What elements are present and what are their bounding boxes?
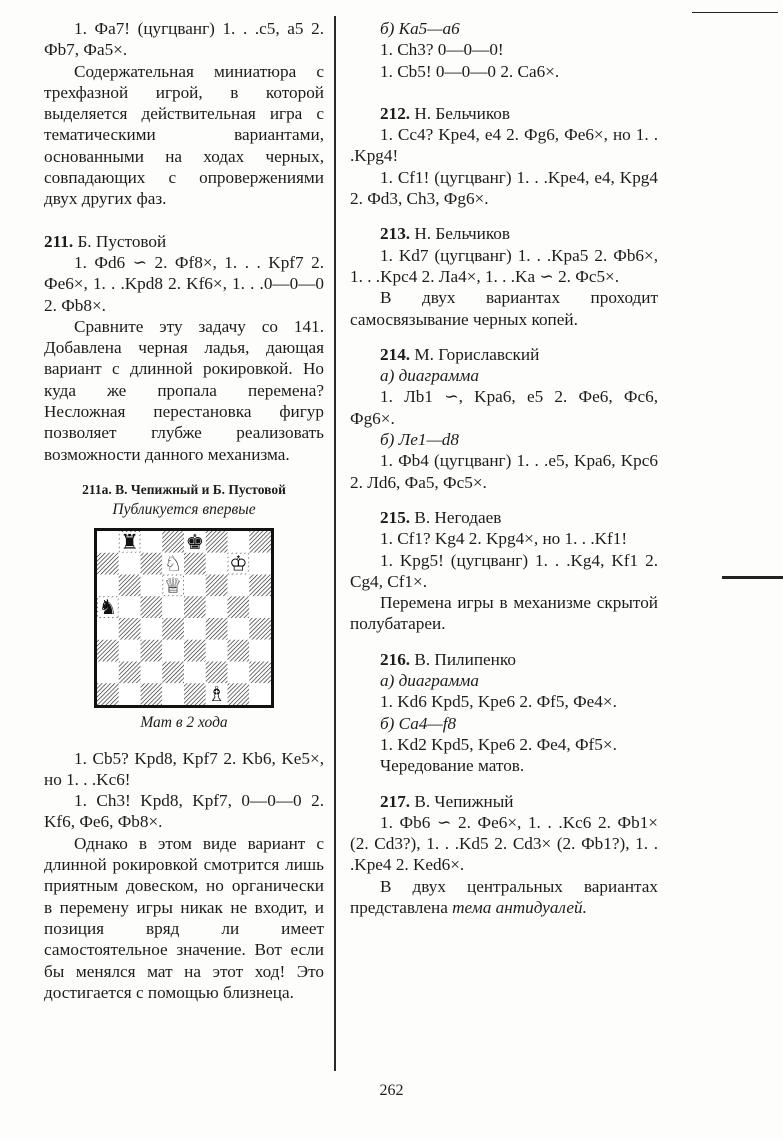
twin-heading: б) Ка5—а6 xyxy=(380,19,460,38)
column-divider xyxy=(334,16,336,1071)
problem-heading: 211. Б. Пустовой xyxy=(44,231,167,251)
right-column xyxy=(350,18,658,918)
light-square xyxy=(228,531,250,553)
dark-square xyxy=(162,618,184,640)
twin-heading: б) Ле1—d8 xyxy=(380,430,459,450)
light-square xyxy=(97,662,119,684)
light-square xyxy=(249,553,271,575)
light-square xyxy=(141,575,163,597)
light-square xyxy=(184,618,206,640)
paragraph: 1. Фb6 ∽ 2. Фе6×, 1. . .Kc6 2. Фb1× (2. Cd3?), 1. . .Kd5 2. Cd3× (2. Фb1?), 1. . .Kpe4 2. Ked6×. xyxy=(350,812,658,875)
chess-board xyxy=(97,531,271,705)
chess-piece-a5: ♞ xyxy=(98,595,118,620)
dark-square xyxy=(141,640,163,662)
dark-square xyxy=(206,575,228,597)
dark-square xyxy=(249,531,271,553)
dark-square xyxy=(249,575,271,597)
light-square xyxy=(249,640,271,662)
paragraph: 1. Cb5! 0—0—0 2. Са6×. xyxy=(380,61,560,81)
light-square xyxy=(184,575,206,597)
paragraph: Перемена игры в механизме скрытой полубатареи. xyxy=(350,593,658,634)
dark-square xyxy=(141,683,163,705)
paragraph: Содержательная миниатюра с трехфазной игрой, в которой выделяется действительная игра с тематическими вариантами, основанными на ходах черных, совпадающих с опровержениями двух других фаз. xyxy=(44,61,324,209)
margin-mark xyxy=(722,576,783,579)
dark-square xyxy=(119,662,141,684)
dark-square xyxy=(206,531,228,553)
paragraph: 1. Kd6 Kpd5, Kpe6 2. Фf5, Фе4×. xyxy=(380,692,617,712)
paragraph: Чередование матов. xyxy=(380,756,525,776)
paragraph: В двух вариантах проходит самосвязывание черных копей. xyxy=(350,288,658,329)
diagram-subtitle: Публикуется впервые xyxy=(112,500,256,518)
paragraph: 1. Cb5? Kpd8, Kpf7 2. Kb6, Ke5×, но 1. . .Kc6! xyxy=(44,748,324,789)
light-square xyxy=(184,662,206,684)
diagram-caption: Мат в 2 хода xyxy=(140,714,228,732)
light-square xyxy=(119,553,141,575)
paragraph: 1. Kd7 (цугцванг) 1. . .Kpa5 2. Фb6×, 1. . .Kpc4 2. Ла4×, 1. . .Ka ∽ 2. Фc5×. xyxy=(350,245,658,286)
light-square xyxy=(97,618,119,640)
paragraph: 1. Kd2 Kpd5, Kpe6 2. Фе4, Фf5×. xyxy=(380,734,617,754)
dark-square xyxy=(228,683,250,705)
dark-square xyxy=(228,596,250,618)
dark-square xyxy=(119,618,141,640)
light-square xyxy=(119,596,141,618)
left-column xyxy=(44,18,324,1003)
twin-heading: а) диаграмма xyxy=(380,671,479,691)
paragraph: 1. Cf1? Kg4 2. Kpg4×, но 1. . .Kf1! xyxy=(380,529,628,549)
dark-square xyxy=(141,553,163,575)
dark-square xyxy=(228,640,250,662)
paragraph: 1. Лb1 ∽, Kpa6, e5 2. Фе6, Фс6, Фg6×. xyxy=(350,387,658,428)
light-square xyxy=(119,640,141,662)
margin-mark xyxy=(692,12,778,13)
dark-square xyxy=(184,553,206,575)
paragraph: В двух центральных вариантах представлена тема антидуалей. xyxy=(350,876,658,917)
dark-square xyxy=(184,640,206,662)
paragraph: 1. Ch3? 0—0—0! xyxy=(380,40,504,60)
dark-square xyxy=(249,618,271,640)
paragraph: 1. Фа7! (цугцванг) 1. . .c5, а5 2. Фb7, Фа5×. xyxy=(44,19,324,60)
dark-square xyxy=(119,575,141,597)
dark-square xyxy=(206,662,228,684)
problem-heading: 215. В. Негодаев xyxy=(380,507,502,527)
paragraph: Однако в этом виде вариант с длинной рокировкой смотрится лишь приятным довеском, но органически в перемену игры никак не входит, и позиция вряд ли имеет самостоятельное значение. Вот если бы менялся мат на этот ход! Это достигается с помощью близнеца. xyxy=(44,833,324,1002)
light-square xyxy=(228,662,250,684)
light-square xyxy=(162,640,184,662)
light-square xyxy=(162,596,184,618)
dark-square xyxy=(206,618,228,640)
chess-piece-d6: ♕ xyxy=(163,573,183,598)
light-square xyxy=(206,596,228,618)
light-square xyxy=(162,683,184,705)
paragraph: 1. Ch3! Kpd8, Kpf7, 0—0—0 2. Kf6, Фе6, Фb8×. xyxy=(44,791,324,832)
dark-square xyxy=(184,683,206,705)
light-square xyxy=(206,553,228,575)
light-square xyxy=(206,640,228,662)
problem-heading: 212. Н. Бельчиков xyxy=(380,103,511,123)
problem-heading: 213. Н. Бельчиков xyxy=(380,224,511,244)
dark-square xyxy=(162,662,184,684)
light-square xyxy=(97,575,119,597)
chess-diagram xyxy=(94,528,274,708)
paragraph: Сравните эту задачу со 141. Добавлена черная ладья, дающая вариант с длинной рокировкой. Но куда же пропала перемена? Несложная перестановка фигур позволяет глубже реализовать возможности данного механизма. xyxy=(44,316,324,464)
chess-piece-f1: ♗ xyxy=(207,682,226,706)
problem-heading: 217. В. Чепижный xyxy=(380,791,514,811)
dark-square xyxy=(97,640,119,662)
problem-heading: 216. В. Пилипенко xyxy=(380,649,516,669)
paragraph: 1. Cf1! (цугцванг) 1. . .Kpe4, е4, Kpg4 2. Фd3, Ch3, Фg6×. xyxy=(350,167,658,209)
paragraph: 1. Cc4? Kpe4, e4 2. Фg6, Фе6×, но 1. . .Kpg4! xyxy=(350,125,658,166)
light-square xyxy=(228,618,250,640)
dark-square xyxy=(249,662,271,684)
diagram-title: 211а. В. Чепижный и Б. Пустовой xyxy=(82,481,286,497)
light-square xyxy=(228,575,250,597)
chess-piece-b8: ♜ xyxy=(120,531,139,555)
light-square xyxy=(249,596,271,618)
dark-square xyxy=(162,531,184,553)
twin-heading: б) Са4—f8 xyxy=(380,713,457,733)
paragraph: 1. Kpg5! (цугцванг) 1. . .Kg4, Kf1 2. Cg4, Cf1×. xyxy=(350,550,658,591)
dark-square xyxy=(141,596,163,618)
page-number: 262 xyxy=(379,1082,404,1099)
twin-heading: а) диаграмма xyxy=(380,366,479,386)
dark-square xyxy=(97,683,119,705)
light-square xyxy=(119,683,141,705)
light-square xyxy=(97,531,119,553)
light-square xyxy=(141,662,163,684)
light-square xyxy=(249,683,271,705)
chess-piece-g7: ♔ xyxy=(229,551,248,576)
paragraph: 1. Фb4 (цугцванг) 1. . .e5, Kpa6, Kpc6 2. Лd6, Фа5, Фс5×. xyxy=(350,451,658,492)
light-square xyxy=(141,618,163,640)
paragraph: 1. Фd6 ∽ 2. Фf8×, 1. . . Kpf7 2. Фе6×, 1. . .Kpd8 2. Kf6×, 1. . .0—0—0 2. Фb8×. xyxy=(44,252,324,315)
dark-square xyxy=(97,553,119,575)
dark-square xyxy=(184,596,206,618)
light-square xyxy=(141,531,163,553)
chess-piece-d7: ♘ xyxy=(163,551,183,576)
problem-heading: 214. М. Гориславский xyxy=(380,344,540,364)
chess-piece-e8: ♚ xyxy=(185,531,205,555)
